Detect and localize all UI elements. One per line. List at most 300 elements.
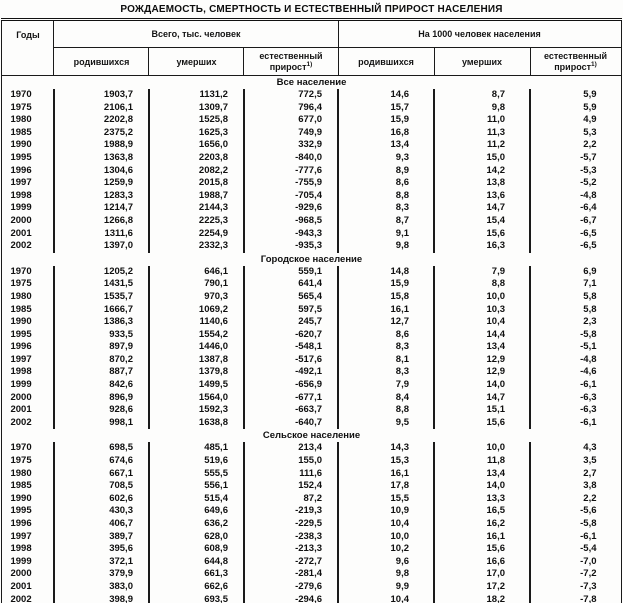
value-cell: 1131,2 [149, 89, 244, 102]
table-row [2, 594, 621, 603]
value-cell: 155,0 [244, 455, 338, 468]
section-header-row [2, 429, 621, 442]
value-cell: -219,3 [244, 505, 338, 518]
value-cell: 15,1 [434, 404, 530, 417]
value-cell: -5,8 [580, 518, 597, 529]
year-cell: 1999 [2, 556, 54, 569]
value-cell: 2203,8 [149, 152, 244, 165]
value-cell: -272,7 [244, 556, 338, 569]
value-cell: -5,2 [580, 177, 597, 189]
table-row [2, 404, 621, 417]
table-row [2, 190, 621, 203]
value-cell: 10,9 [338, 505, 434, 518]
value-cell: -281,4 [244, 568, 338, 581]
value-cell: 16,5 [434, 505, 530, 518]
value-cell: 933,5 [54, 329, 149, 342]
value-cell: 1592,3 [149, 404, 244, 417]
value-cell: 13,4 [434, 341, 530, 354]
value-cell: 9,3 [338, 152, 434, 165]
year-cell: 2000 [2, 215, 54, 228]
value-cell: -213,3 [244, 543, 338, 556]
value-cell: 389,7 [54, 531, 149, 544]
table-row [2, 139, 621, 152]
value-cell: 5,8 [583, 290, 597, 302]
table-row [2, 468, 621, 481]
value-cell: 1446,0 [149, 341, 244, 354]
value-cell: 602,6 [54, 493, 149, 506]
value-cell: 1069,2 [149, 304, 244, 317]
value-cell: 111,6 [244, 468, 338, 481]
col-header-born-abs-label: родившихся [73, 56, 130, 67]
value-cell: 17,2 [434, 581, 530, 594]
year-cell: 1990 [2, 493, 54, 506]
year-cell: 1996 [2, 518, 54, 531]
value-cell: 7,9 [338, 379, 434, 392]
value-cell: 9,8 [434, 102, 530, 115]
value-cell: 10,0 [434, 291, 530, 304]
table-row [2, 202, 621, 215]
value-cell: 15,4 [434, 215, 530, 228]
year-cell: 1970 [2, 89, 54, 102]
year-cell: 1998 [2, 190, 54, 203]
value-cell: 8,8 [434, 278, 530, 291]
value-cell: -6,1 [580, 379, 597, 391]
value-cell: 398,9 [54, 594, 149, 603]
value-cell: 15,7 [338, 102, 434, 115]
value-cell: -640,7 [244, 417, 338, 430]
value-cell: 708,5 [54, 480, 149, 493]
value-cell: -620,7 [244, 329, 338, 342]
value-cell: 2254,9 [149, 228, 244, 241]
col-header-increase-abs [244, 48, 338, 76]
value-cell: -6,5 [580, 240, 597, 252]
value-cell: 383,0 [54, 581, 149, 594]
value-cell: 1397,0 [54, 240, 149, 253]
value-cell: -5,1 [580, 341, 597, 353]
value-cell: 16,1 [434, 531, 530, 544]
value-cell: 16,2 [434, 518, 530, 531]
value-cell: 1205,2 [54, 266, 149, 279]
value-cell: 10,0 [434, 442, 530, 455]
value-cell: 928,6 [54, 404, 149, 417]
value-cell: 1903,7 [54, 89, 149, 102]
table-row [2, 215, 621, 228]
value-cell: 9,1 [338, 228, 434, 241]
year-cell: 2000 [2, 568, 54, 581]
table-row [2, 455, 621, 468]
value-cell: 970,3 [149, 291, 244, 304]
section-title: Городское население [2, 253, 621, 266]
value-cell: 11,0 [434, 114, 530, 127]
value-cell: 213,4 [244, 442, 338, 455]
value-cell: -4,8 [580, 189, 597, 201]
value-cell: -279,6 [244, 581, 338, 594]
value-cell: 14,0 [434, 480, 530, 493]
year-cell: 2001 [2, 228, 54, 241]
value-cell: 1311,6 [54, 228, 149, 241]
value-cell: 897,9 [54, 341, 149, 354]
value-cell: 15,0 [434, 152, 530, 165]
value-cell: 1656,0 [149, 139, 244, 152]
value-cell: 12,9 [434, 354, 530, 367]
value-cell: 1988,7 [149, 190, 244, 203]
value-cell: 1535,7 [54, 291, 149, 304]
value-cell: 16,1 [338, 304, 434, 317]
value-cell: 646,1 [149, 266, 244, 279]
value-cell: 15,6 [434, 417, 530, 430]
value-cell: 641,4 [244, 278, 338, 291]
value-cell: 8,6 [338, 177, 434, 190]
value-cell: -6,5 [580, 227, 597, 239]
value-cell: -6,3 [580, 391, 597, 403]
col-group-absolute: Всего, тыс. человек [54, 20, 338, 48]
value-cell: 395,6 [54, 543, 149, 556]
value-cell: 842,6 [54, 379, 149, 392]
value-cell: 559,1 [244, 266, 338, 279]
value-cell: -656,9 [244, 379, 338, 392]
value-cell: 245,7 [244, 316, 338, 329]
table-row [2, 556, 621, 569]
value-cell: 2144,3 [149, 202, 244, 215]
value-cell: -777,6 [244, 165, 338, 178]
value-cell: -840,0 [244, 152, 338, 165]
table-row [2, 568, 621, 581]
value-cell: 8,3 [338, 202, 434, 215]
value-cell: 6,9 [583, 265, 597, 277]
value-cell: 11,3 [434, 127, 530, 140]
table-row [2, 493, 621, 506]
year-cell: 1975 [2, 455, 54, 468]
section-header-row [2, 253, 621, 266]
value-cell: -663,7 [244, 404, 338, 417]
value-cell: 2106,1 [54, 102, 149, 115]
value-cell: 515,4 [149, 493, 244, 506]
value-cell: 16,1 [338, 468, 434, 481]
value-cell: 749,9 [244, 127, 338, 140]
table-row [2, 152, 621, 165]
value-cell: 5,8 [583, 303, 597, 315]
value-cell: 11,8 [434, 455, 530, 468]
value-cell: 693,5 [149, 594, 244, 603]
table-header [2, 20, 621, 76]
value-cell: -705,4 [244, 190, 338, 203]
value-cell: 674,6 [54, 455, 149, 468]
table-row [2, 505, 621, 518]
value-cell: 406,7 [54, 518, 149, 531]
table-row [2, 518, 621, 531]
value-cell: -492,1 [244, 366, 338, 379]
value-cell: 519,6 [149, 455, 244, 468]
value-cell: -6,3 [580, 404, 597, 416]
table-row [2, 278, 621, 291]
value-cell: 896,9 [54, 392, 149, 405]
value-cell: 1666,7 [54, 304, 149, 317]
value-cell: 14,7 [434, 392, 530, 405]
year-cell: 1985 [2, 480, 54, 493]
table-row [2, 531, 621, 544]
table-row [2, 240, 621, 253]
table-row [2, 316, 621, 329]
value-cell: 13,6 [434, 190, 530, 203]
value-cell: 332,9 [244, 139, 338, 152]
value-cell: 1259,9 [54, 177, 149, 190]
value-cell: 628,0 [149, 531, 244, 544]
value-cell: 152,4 [244, 480, 338, 493]
value-cell: 10,4 [434, 316, 530, 329]
year-cell: 1995 [2, 152, 54, 165]
value-cell: 8,9 [338, 165, 434, 178]
value-cell: 1266,8 [54, 215, 149, 228]
value-cell: 5,3 [583, 126, 597, 138]
value-cell: 662,6 [149, 581, 244, 594]
value-cell: 3,8 [583, 480, 597, 492]
year-cell: 1980 [2, 468, 54, 481]
table-row [2, 379, 621, 392]
value-cell: -6,7 [580, 214, 597, 226]
table-row [2, 291, 621, 304]
value-cell: 2,7 [583, 467, 597, 479]
value-cell: 661,3 [149, 568, 244, 581]
value-cell: 667,1 [54, 468, 149, 481]
value-cell: 10,2 [338, 543, 434, 556]
year-cell: 1997 [2, 531, 54, 544]
value-cell: -5,6 [580, 505, 597, 517]
value-cell: -5,4 [580, 543, 597, 555]
value-cell: 556,1 [149, 480, 244, 493]
value-cell: 1564,0 [149, 392, 244, 405]
table-row [2, 114, 621, 127]
col-header-died-rate-label: умерших [461, 56, 503, 67]
year-cell: 2002 [2, 240, 54, 253]
table-row [2, 304, 621, 317]
value-cell: -238,3 [244, 531, 338, 544]
value-cell: -5,3 [580, 164, 597, 176]
value-cell: 15,6 [434, 543, 530, 556]
value-cell: -7,2 [580, 568, 597, 580]
value-cell: 8,7 [338, 215, 434, 228]
value-cell: 14,3 [338, 442, 434, 455]
table-row [2, 127, 621, 140]
col-header-born-rate-label: родившихся [358, 56, 414, 67]
year-cell: 1996 [2, 341, 54, 354]
year-cell: 2001 [2, 581, 54, 594]
value-cell: 1638,8 [149, 417, 244, 430]
year-cell: 1999 [2, 202, 54, 215]
value-cell: 9,8 [338, 240, 434, 253]
value-cell: 10,0 [338, 531, 434, 544]
value-cell: 796,4 [244, 102, 338, 115]
value-cell: 14,0 [434, 379, 530, 392]
value-cell: -7,3 [580, 580, 597, 592]
year-cell: 1999 [2, 379, 54, 392]
year-cell: 1998 [2, 543, 54, 556]
value-cell: 13,4 [434, 468, 530, 481]
value-cell: -5,8 [580, 328, 597, 340]
value-cell: 10,3 [434, 304, 530, 317]
value-cell: 8,4 [338, 392, 434, 405]
section-title: Все население [2, 76, 621, 90]
value-cell: 2082,2 [149, 165, 244, 178]
value-cell: 1379,8 [149, 366, 244, 379]
col-header-died-rate [434, 48, 530, 76]
value-cell: 15,6 [434, 228, 530, 241]
value-cell: 1431,5 [54, 278, 149, 291]
value-cell: 16,6 [434, 556, 530, 569]
value-cell: 5,9 [583, 89, 597, 100]
value-cell: -4,6 [580, 366, 597, 378]
value-cell: 430,3 [54, 505, 149, 518]
table-row [2, 543, 621, 556]
value-cell: 565,4 [244, 291, 338, 304]
year-cell: 1990 [2, 316, 54, 329]
value-cell: 12,9 [434, 366, 530, 379]
value-cell: 8,3 [338, 341, 434, 354]
value-cell: 1988,9 [54, 139, 149, 152]
year-cell: 1980 [2, 114, 54, 127]
value-cell: 2225,3 [149, 215, 244, 228]
value-cell: 772,5 [244, 89, 338, 102]
value-cell: -548,1 [244, 341, 338, 354]
value-cell: 379,9 [54, 568, 149, 581]
table-row [2, 266, 621, 279]
col-header-born-abs [54, 48, 149, 76]
table-row [2, 228, 621, 241]
value-cell: 1554,2 [149, 329, 244, 342]
col-header-born-rate [338, 48, 434, 76]
table-row [2, 329, 621, 342]
col-header-years: Годы [2, 20, 54, 76]
value-cell: 1625,3 [149, 127, 244, 140]
value-cell: 3,5 [583, 455, 597, 467]
page-title: РОЖДАЕМОСТЬ, СМЕРТНОСТЬ И ЕСТЕСТВЕННЫЙ ПРИРОСТ НАСЕЛЕНИЯ [120, 4, 503, 15]
year-cell: 1995 [2, 505, 54, 518]
header-sub-row [2, 48, 621, 76]
value-cell: 2202,8 [54, 114, 149, 127]
year-cell: 1990 [2, 139, 54, 152]
value-cell: 1525,8 [149, 114, 244, 127]
value-cell: 485,1 [149, 442, 244, 455]
year-cell: 1997 [2, 177, 54, 190]
value-cell: 1304,6 [54, 165, 149, 178]
value-cell: 8,8 [338, 190, 434, 203]
value-cell: 870,2 [54, 354, 149, 367]
value-cell: 4,9 [583, 114, 597, 126]
value-cell: 13,8 [434, 177, 530, 190]
year-cell: 1975 [2, 102, 54, 115]
value-cell: 14,6 [338, 89, 434, 102]
value-cell: -229,5 [244, 518, 338, 531]
year-cell: 2002 [2, 417, 54, 430]
value-cell: 15,5 [338, 493, 434, 506]
value-cell: 10,4 [338, 594, 434, 603]
value-cell: 9,8 [338, 568, 434, 581]
value-cell: 372,1 [54, 556, 149, 569]
col-header-increase-abs-label: естественный прирост [259, 51, 323, 72]
year-cell: 1975 [2, 278, 54, 291]
value-cell: 2,2 [583, 139, 597, 151]
year-cell: 1995 [2, 329, 54, 342]
value-cell: 18,2 [434, 594, 530, 603]
table-row [2, 341, 621, 354]
year-cell: 1970 [2, 266, 54, 279]
value-cell: -6,1 [580, 416, 597, 428]
year-cell: 1985 [2, 127, 54, 140]
col-header-died-abs [149, 48, 244, 76]
value-cell: 16,8 [338, 127, 434, 140]
table-row [2, 177, 621, 190]
value-cell: 11,2 [434, 139, 530, 152]
table-row [2, 392, 621, 405]
year-cell: 1996 [2, 165, 54, 178]
section-header-row [2, 76, 621, 90]
value-cell: 8,6 [338, 329, 434, 342]
value-cell: 8,3 [338, 366, 434, 379]
table-row [2, 366, 621, 379]
table-row [2, 354, 621, 367]
value-cell: 2375,2 [54, 127, 149, 140]
value-cell: -968,5 [244, 215, 338, 228]
value-cell: -755,9 [244, 177, 338, 190]
value-cell: -4,8 [580, 353, 597, 365]
year-cell: 1970 [2, 442, 54, 455]
value-cell: 15,9 [338, 114, 434, 127]
table-row [2, 165, 621, 178]
value-cell: -929,6 [244, 202, 338, 215]
value-cell: -7,0 [580, 555, 597, 567]
value-cell: -294,6 [244, 594, 338, 603]
value-cell: 9,5 [338, 417, 434, 430]
value-cell: 1386,3 [54, 316, 149, 329]
value-cell: 9,9 [338, 581, 434, 594]
section-title: Сельское население [2, 429, 621, 442]
year-cell: 2000 [2, 392, 54, 405]
vital-statistics-table [1, 18, 621, 603]
year-cell: 2001 [2, 404, 54, 417]
value-cell: 2332,3 [149, 240, 244, 253]
value-cell: 17,0 [434, 568, 530, 581]
value-cell: 2,3 [583, 316, 597, 328]
value-cell: 649,6 [149, 505, 244, 518]
value-cell: 1387,8 [149, 354, 244, 367]
table-row [2, 102, 621, 115]
value-cell: 2,2 [583, 492, 597, 504]
footnote-marker: 1) [591, 61, 597, 68]
value-cell: 644,8 [149, 556, 244, 569]
value-cell: 7,1 [583, 278, 597, 290]
value-cell: 790,1 [149, 278, 244, 291]
footnote-marker: 1) [306, 61, 313, 68]
value-cell: 14,4 [434, 329, 530, 342]
value-cell: 698,5 [54, 442, 149, 455]
col-header-increase-rate-label: естественный прирост [543, 51, 608, 72]
value-cell: 8,1 [338, 354, 434, 367]
value-cell: 12,7 [338, 316, 434, 329]
value-cell: -517,6 [244, 354, 338, 367]
value-cell: -935,3 [244, 240, 338, 253]
value-cell: 1140,6 [149, 316, 244, 329]
value-cell: 636,2 [149, 518, 244, 531]
year-cell: 1980 [2, 291, 54, 304]
value-cell: 14,8 [338, 266, 434, 279]
value-cell: 15,9 [338, 278, 434, 291]
value-cell: 9,6 [338, 556, 434, 569]
value-cell: 608,9 [149, 543, 244, 556]
value-cell: 8,8 [338, 404, 434, 417]
value-cell: 1214,7 [54, 202, 149, 215]
value-cell: 14,7 [434, 202, 530, 215]
col-group-per1000: На 1000 человек населения [338, 20, 621, 48]
value-cell: 597,5 [244, 304, 338, 317]
